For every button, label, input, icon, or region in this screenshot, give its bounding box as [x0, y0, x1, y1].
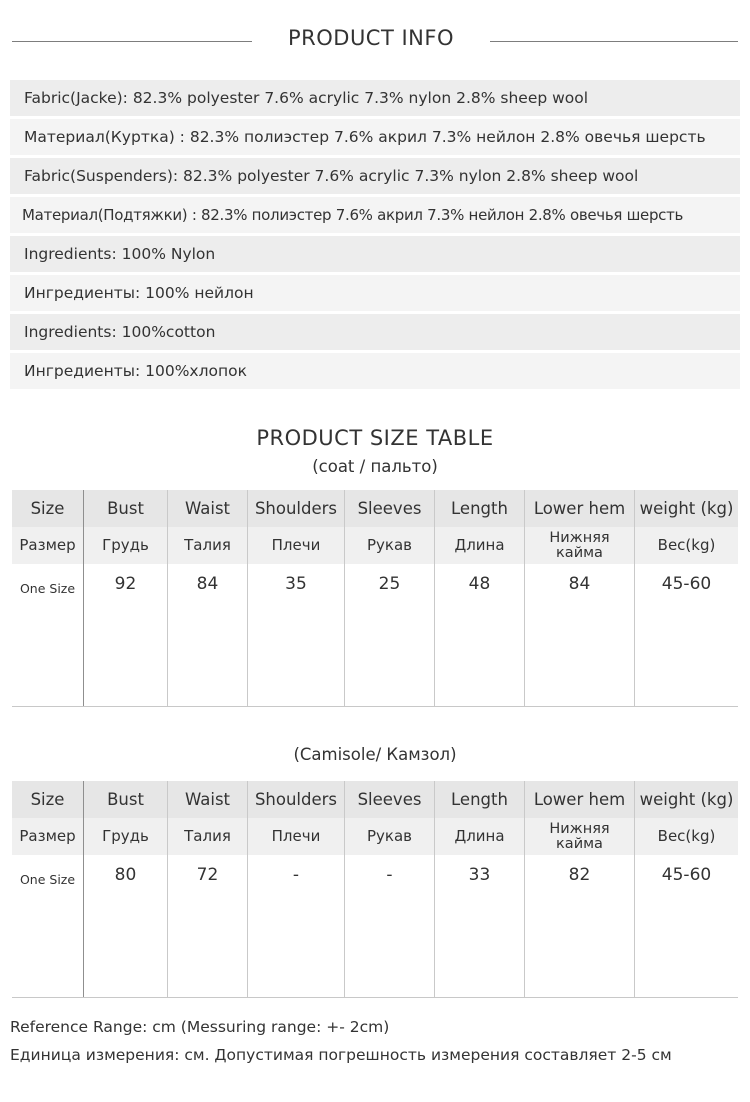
info-row-material-jacket: Материал(Куртка) : 82.3% полиэстер 7.6% акрил 7.3% нейлон 2.8% овечья шерсть: [10, 119, 740, 155]
info-row-fabric-jacket: Fabric(Jacke): 82.3% polyester 7.6% acrylic 7.3% nylon 2.8% sheep wool: [10, 80, 740, 116]
col-header-length-ru: Длина: [435, 527, 525, 564]
coat-subtitle: (coat / пальто): [312, 457, 438, 476]
col-header-waist-ru: Талия: [168, 527, 248, 564]
camisole-data-row: [12, 855, 738, 998]
col-header-bust: Bust: [84, 781, 168, 818]
cell-sleeves: 25: [345, 564, 435, 706]
cell-bust: 92: [84, 564, 168, 706]
cell-length: 33: [435, 855, 525, 997]
col-header-lower-hem-ru: Нижняя кайма: [525, 818, 635, 855]
cell-weight: 45-60: [661, 865, 712, 885]
col-header-length: Length: [435, 490, 525, 527]
col-header-shoulders-ru: Плечи: [248, 818, 345, 855]
header-divider-right: [490, 41, 738, 42]
cell-waist: 84: [168, 564, 248, 706]
product-info-header: [0, 20, 750, 64]
col-header-lower-hem-ru: Нижняя кайма: [525, 527, 635, 564]
col-header-shoulders: Shoulders: [248, 490, 345, 527]
cell-size: One Size: [12, 855, 84, 997]
coat-header-row-ru: [12, 527, 738, 564]
col-header-length-ru: Длина: [435, 818, 525, 855]
cell-bust: 80: [84, 855, 168, 997]
info-row-ingredients-nylon-ru: Ингредиенты: 100% нейлон: [10, 275, 740, 311]
cell-waist: 72: [168, 855, 248, 997]
camisole-header-row: [12, 781, 738, 818]
product-info-title: PRODUCT INFO: [287, 26, 454, 50]
info-row-fabric-suspenders: Fabric(Suspenders): 82.3% polyester 7.6% acrylic 7.3% nylon 2.8% sheep wool: [10, 158, 740, 194]
col-header-shoulders-ru: Плечи: [248, 527, 345, 564]
col-header-lower-hem: Lower hem: [525, 781, 635, 818]
col-header-sleeves-ru: Рукав: [345, 818, 435, 855]
col-header-bust: Bust: [84, 490, 168, 527]
cell-shoulders: 35: [248, 564, 345, 706]
cell-length: 48: [435, 564, 525, 706]
cell-sleeves: -: [345, 855, 435, 997]
camisole-subtitle: (Camisole/ Камзол): [293, 745, 457, 764]
camisole-size-table: [12, 781, 738, 998]
col-header-sleeves: Sleeves: [345, 490, 435, 527]
col-header-waist-ru: Талия: [168, 818, 248, 855]
cell-weight: 45-60: [661, 574, 712, 594]
col-header-lower-hem: Lower hem: [525, 490, 635, 527]
col-header-weight: weight (kg): [639, 499, 734, 518]
col-header-size: Size: [12, 781, 84, 818]
reference-range-note-ru: Единица измерения: см. Допустимая погрешность измерения составляет 2-5 см: [10, 1046, 672, 1064]
col-header-sleeves-ru: Рукав: [345, 527, 435, 564]
col-header-sleeves: Sleeves: [345, 781, 435, 818]
info-row-ingredients-nylon: Ingredients: 100% Nylon: [10, 236, 740, 272]
coat-header-row: [12, 490, 738, 527]
col-header-bust-ru: Грудь: [84, 527, 168, 564]
product-info-list: [10, 80, 740, 392]
header-divider-left: [12, 41, 252, 42]
col-header-length: Length: [435, 781, 525, 818]
coat-data-row: [12, 564, 738, 707]
col-header-size-ru: Размер: [12, 818, 84, 855]
col-header-bust-ru: Грудь: [84, 818, 168, 855]
col-header-weight-ru: Вес(kg): [657, 536, 716, 554]
camisole-header-row-ru: [12, 818, 738, 855]
info-row-ingredients-cotton-ru: Ингредиенты: 100%хлопок: [10, 353, 740, 389]
info-row-material-suspenders: Материал(Подтяжки) : 82.3% полиэстер 7.6% акрил 7.3% нейлон 2.8% овечья шерсть: [10, 197, 740, 233]
col-header-size-ru: Размер: [12, 527, 84, 564]
cell-lower-hem: 84: [525, 564, 635, 706]
col-header-weight-ru: Вес(kg): [657, 827, 716, 845]
col-header-shoulders: Shoulders: [248, 781, 345, 818]
cell-shoulders: -: [248, 855, 345, 997]
cell-lower-hem: 82: [525, 855, 635, 997]
cell-size: One Size: [12, 564, 84, 706]
reference-range-note: Reference Range: cm (Messuring range: +- 2cm): [10, 1018, 390, 1036]
col-header-weight: weight (kg): [639, 790, 734, 809]
info-row-ingredients-cotton: Ingredients: 100%cotton: [10, 314, 740, 350]
col-header-size: Size: [12, 490, 84, 527]
col-header-waist: Waist: [168, 490, 248, 527]
size-table-title: PRODUCT SIZE TABLE: [256, 426, 494, 450]
col-header-waist: Waist: [168, 781, 248, 818]
coat-size-table: [12, 490, 738, 707]
